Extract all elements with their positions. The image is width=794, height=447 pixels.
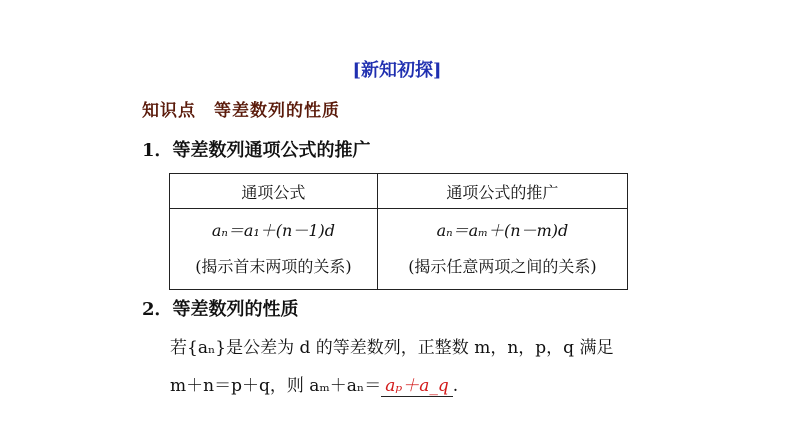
heading-general-term-extension: 1．等差数列通项公式的推广 [142, 140, 371, 161]
table-header-row [170, 174, 628, 209]
period: . [452, 376, 459, 396]
section-tag: [新知初探] [352, 60, 442, 81]
answer-blank: aₚ＋a_q [381, 371, 452, 397]
table-header-general-term: 通项公式 [170, 174, 378, 209]
property-statement-line2 [170, 371, 458, 397]
table-row [170, 209, 628, 290]
knowledge-point [142, 96, 340, 121]
table-cell-extension [377, 209, 627, 290]
property-condition: m＋n＝p＋q，则 aₘ＋aₙ＝ [170, 376, 382, 396]
extension-formula: aₙ＝aₘ＋(n－m)d [436, 221, 569, 240]
property-statement-line1: 若{aₙ}是公差为 d 的等差数列，正整数 m，n，p，q 满足 [170, 338, 614, 358]
general-term-formula: aₙ＝a₁＋(n－1)d [211, 221, 336, 240]
general-term-note: (揭示首末两项的关系) [195, 257, 352, 276]
knowledge-point-topic: 等差数列的性质 [214, 101, 340, 121]
table-header-extension: 通项公式的推广 [377, 174, 627, 209]
formula-table [169, 173, 628, 290]
heading-properties: 2．等差数列的性质 [142, 299, 299, 320]
extension-note: (揭示任意两项之间的关系) [408, 257, 597, 276]
knowledge-point-label: 知识点 [142, 101, 196, 121]
table-cell-general-term [170, 209, 378, 290]
